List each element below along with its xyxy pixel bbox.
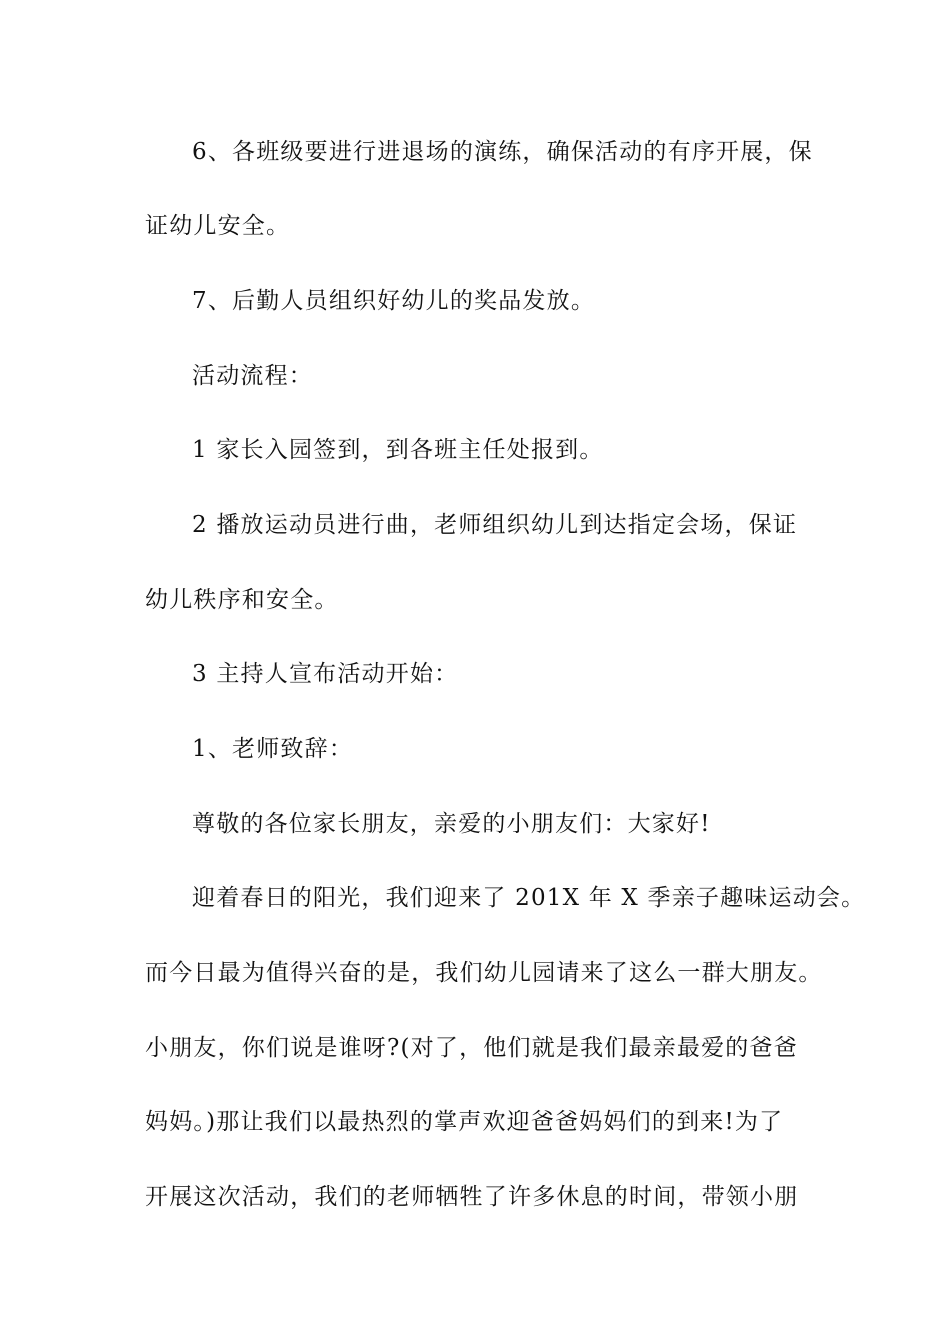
paragraph-line: 3 主持人宣布活动开始： [192, 661, 459, 687]
paragraph-line: 1 家长入园签到，到各班主任处报到。 [192, 437, 604, 463]
paragraph-line: 尊敬的各位家长朋友，亲爱的小朋友们：大家好! [192, 811, 711, 837]
paragraph-line: 7、后勤人员组织好幼儿的奖品发放。 [192, 288, 596, 314]
section-heading: 活动流程： [192, 363, 313, 389]
paragraph-line: 开展这次活动，我们的老师牺牲了许多休息的时间，带领小朋 [145, 1184, 799, 1210]
paragraph-line: 2 播放运动员进行曲，老师组织幼儿到达指定会场，保证 [192, 512, 798, 538]
paragraph-line: 妈妈。)那让我们以最热烈的掌声欢迎爸爸妈妈们的到来!为了 [145, 1109, 784, 1135]
paragraph-line: 1、老师致辞： [192, 736, 354, 762]
paragraph-line: 迎着春日的阳光，我们迎来了 201X 年 X 季亲子趣味运动会。 [192, 885, 866, 911]
paragraph-line: 证幼儿安全。 [145, 213, 291, 239]
paragraph-line: 6、各班级要进行进退场的演练，确保活动的有序开展，保 [192, 139, 813, 165]
paragraph-line: 而今日最为值得兴奋的是，我们幼儿园请来了这么一群大朋友。 [145, 960, 823, 986]
paragraph-line: 幼儿秩序和安全。 [145, 587, 339, 613]
paragraph-line: 小朋友，你们说是谁呀?(对了，他们就是我们最亲最爱的爸爸 [145, 1035, 798, 1061]
